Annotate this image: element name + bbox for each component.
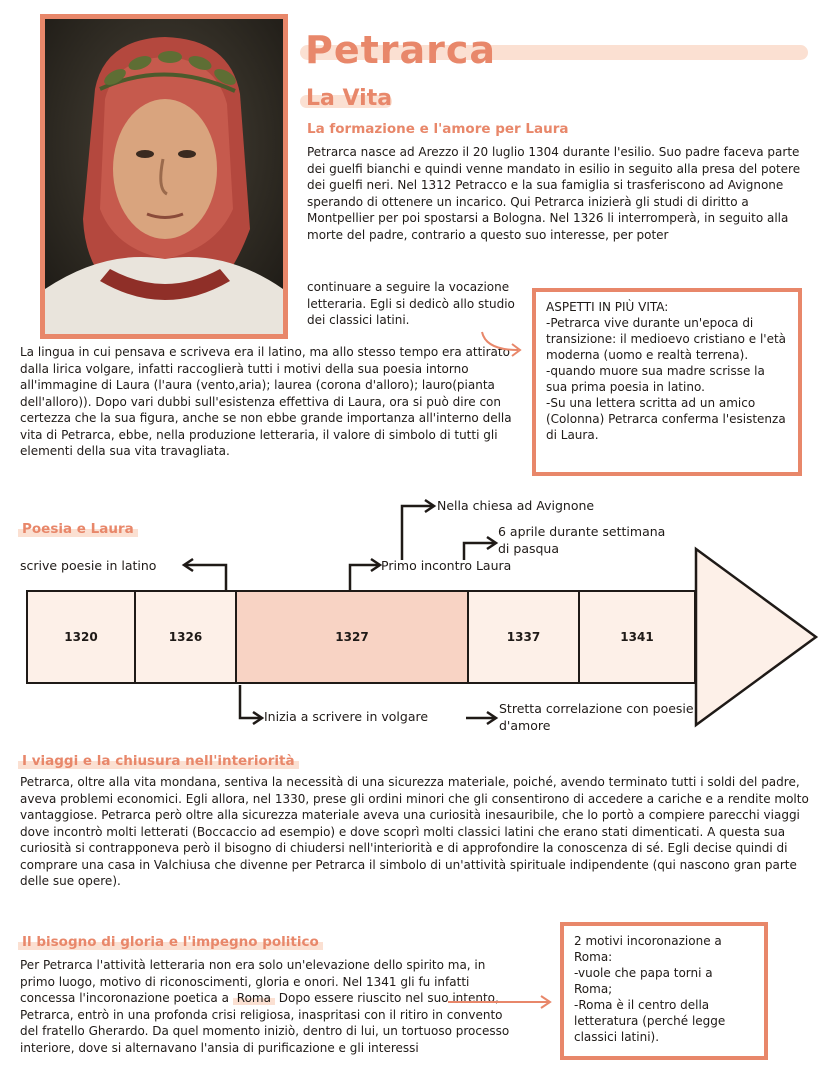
paragraph-formazione-top: Petrarca nasce ad Arezzo il 20 luglio 1304 durante l'esilio. Suo padre faceva parte dei guelfi bianchi e quindi venne mandato in esilio in seguito alla presa del potere dei guelfi neri. Nel 1312 Petracco e la sua famiglia si trasferiscono ad Avignone sperando di ottenere un incarico. Qui Petrarca inizierà gli studi di diritto a Montpellier per poi spostarsi a Bologna. Nel 1326 li interromperà, in seguito alla morte del padre, contrario a questo suo interesse, per poter <box>307 145 801 242</box>
timeline-cell-1327: 1327 <box>235 590 469 684</box>
timeline-label-date: 6 aprile durante settimana di pasqua <box>498 524 666 556</box>
aside-roma-line-2: -Roma è il centro della letteratura (perché legge classici latini). <box>574 998 726 1044</box>
aside-aspetti-line-2: -quando muore sua madre scrisse la sua prima poesia in latino. <box>546 364 765 394</box>
highlight-roma: Roma <box>233 991 275 1005</box>
timeline-cell-1341: 1341 <box>578 590 696 684</box>
aside-motivi-roma <box>560 922 768 1060</box>
page-subtitle: La Vita <box>306 86 393 111</box>
petrarca-portrait <box>40 14 288 339</box>
paragraph-viaggi: Petrarca, oltre alla vita mondana, sentiva la necessità di una sicurezza materiale, poiché, avendo terminato tutti i soldi del padre, aveva problemi economici. Egli allora, nel 1330, prese gli ordini minori che gli consentirono di accedere a cariche e a rendite molto vantaggiose. Petrarca però oltre alla sicurezza materiale aveva una curiosità inesauribile, che lo portò a compiere parecchi viaggi dove incontrò molti letterati (Boccaccio ad esempio) e dove scoprì molti classici latini che erano stati dimenticati. A questa sua curiosità si contrapponeva però il bisogno di chiudersi nell'interiorità e di approfondire la conoscenza di sé. Egli decise quindi di comprare una casa in Valchiusa che divenne per Petrarca il simbolo di un'attività spirituale indipendente (qui nascono gran parte delle sue opere). <box>20 775 809 888</box>
aside-roma-title: 2 motivi incoronazione a Roma: <box>574 934 722 964</box>
paragraph-gloria <box>20 957 510 1056</box>
paragraph-formazione-bottom: La lingua in cui pensava e scriveva era il latino, ma allo stesso tempo era attirato dalla lirica volgare, infatti raccoglierà tutti i motivi della sua poesia intorno all'immagine di Laura (l'aura (vento,aria); laurea (corona d'alloro); lauro(pianta dell'alloro)). Dopo vari dubbi sull'esistenza effettiva di Laura, ora si può dire con certezza che la sua figura, anche se non ebbe grande importanza all'interno della vita di Petrarca, ebbe, nella produzione letteraria, il valore di simbolo di tutti gli elementi della sua vita travagliata. <box>20 345 512 458</box>
section-heading-viaggi: I viaggi e la chiusura nell'interiorità <box>18 753 299 769</box>
section-heading-gloria: Il bisogno di gloria e l'impegno politico <box>18 934 323 950</box>
timeline-label-church: Nella chiesa ad Avignone <box>437 498 595 513</box>
timeline-arrow-head-icon <box>692 545 822 730</box>
arrow-to-roma-box-icon <box>446 992 558 1012</box>
timeline-label-meeting: Primo incontro Laura <box>381 558 512 573</box>
timeline-label-latin: scrive poesie in latino <box>20 558 157 573</box>
section-heading-formazione: La formazione e l'amore per Laura <box>307 121 569 137</box>
aside-aspetti-line-3: -Su una lettera scritta ad un amico (Colonna) Petrarca conferma l'esistenza di Laura. <box>546 396 786 442</box>
aside-aspetti-vita <box>532 288 802 476</box>
timeline-cell-1337: 1337 <box>467 590 580 684</box>
timeline-label-vulgar: Inizia a scrivere in volgare <box>264 709 429 724</box>
timeline-cell-1326: 1326 <box>134 590 237 684</box>
paragraph-gloria-part-b: Dopo essere riuscito nel suo intento, Petrarca, entrò in una profonda crisi religiosa, inaspritasi con il ritiro in convento del fratello Gherardo. Da quel momento iniziò, dentro di lui, un tortuoso processo interiore, dove si alternavano l'ansia di purificazione e gli interessi <box>20 991 510 1055</box>
aside-roma-line-1: -vuole che papa torni a Roma; <box>574 966 713 996</box>
aside-aspetti-title: ASPETTI IN PIÙ VITA: <box>546 300 669 314</box>
page-title: Petrarca <box>305 28 497 72</box>
arrow-to-aside-icon <box>478 328 528 360</box>
paragraph-gloria-part-a: Per Petrarca l'attività letteraria non era solo un'elevazione dello spirito ma, in primo luogo, motivo di riconoscimenti, gloria e onori. Nel 1341 gli fu infatti concessa l'incoronazione poetica a <box>20 958 486 1005</box>
aside-aspetti-line-1: -Petrarca vive durante un'epoca di transizione: il medioevo cristiano e l'età moderna (uomo e realtà terrena). <box>546 316 787 362</box>
paragraph-formazione-narrow: continuare a seguire la vocazione letteraria. Egli si dedicò allo studio dei classici latini. <box>307 280 515 327</box>
section-heading-poesia: Poesia e Laura <box>18 521 138 537</box>
timeline-label-love: Stretta correlazione con poesie d'amore <box>499 701 694 733</box>
timeline-cell-1320: 1320 <box>26 590 136 684</box>
